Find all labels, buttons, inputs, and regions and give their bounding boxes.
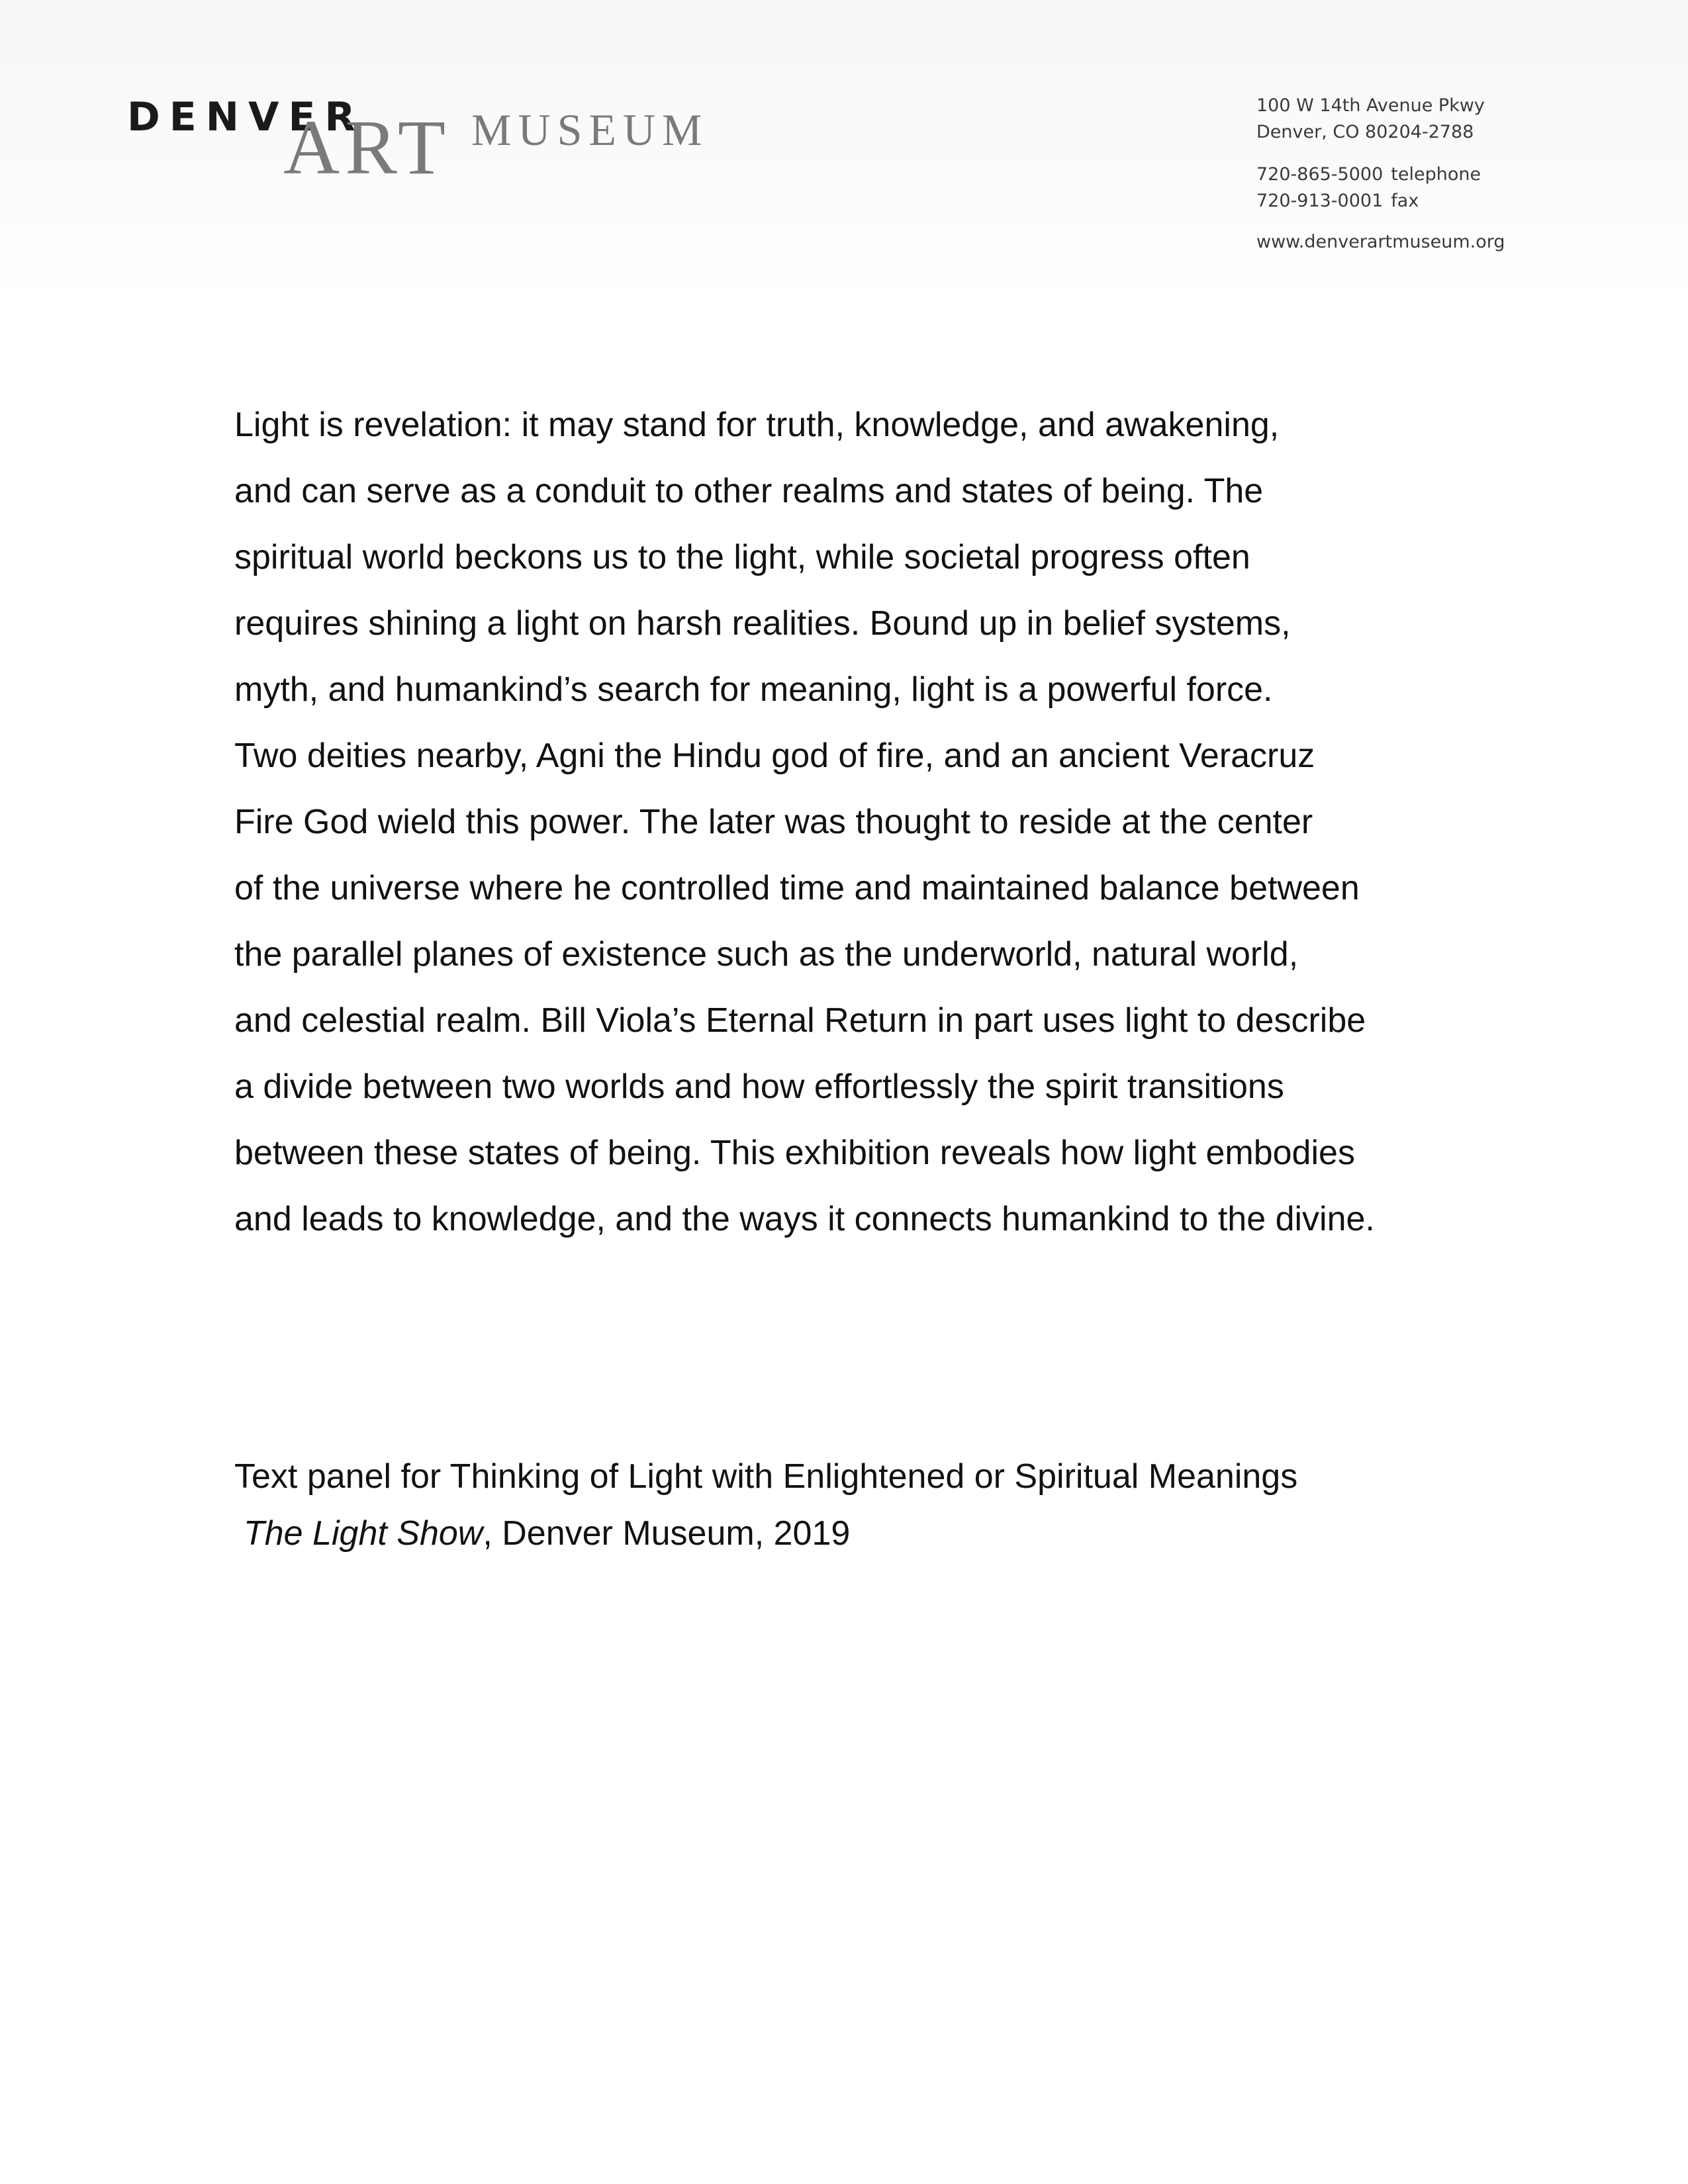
caption-venue-year: , Denver Museum, 2019 <box>483 1514 851 1553</box>
address-city: Denver, CO 80204-2788 <box>1256 122 1474 142</box>
body-line: the parallel planes of existence such as the underworld, natural world, <box>234 935 1299 974</box>
address-telephone-line <box>1256 161 1534 188</box>
body-line: between these states of being. This exhibition reveals how light embodies <box>234 1134 1355 1172</box>
letterhead <box>0 0 1688 298</box>
address-block <box>1256 93 1534 255</box>
logo-art-word: ART <box>283 104 451 191</box>
address-street: 100 W 14th Avenue Pkwy <box>1256 95 1485 116</box>
body-line: requires shining a light on harsh realities. Bound up in belief systems, <box>234 604 1291 643</box>
logo-museum-word: MUSEUM <box>471 105 709 155</box>
body-line: Two deities nearby, Agni the Hindu god of fire, and an ancient Veracruz <box>234 737 1315 775</box>
body-line: a divide between two worlds and how effortlessly the spirit transitions <box>234 1068 1284 1106</box>
body-line: Light is revelation: it may stand for truth, knowledge, and awakening, <box>234 406 1280 444</box>
panel-body-text <box>234 392 1558 1252</box>
caption-line-1: Text panel for Thinking of Light with Enlightened or Spiritual Meanings <box>234 1457 1298 1496</box>
body-line: myth, and humankind’s search for meaning, light is a powerful force. <box>234 670 1273 709</box>
caption-line-2 <box>234 1505 1558 1562</box>
address-fax-line <box>1256 188 1534 214</box>
body-line: and leads to knowledge, and the ways it connects humankind to the divine. <box>234 1200 1375 1238</box>
website-link[interactable]: www.denverartmuseum.org <box>1256 232 1505 252</box>
body-line: spiritual world beckons us to the light, while societal progress often <box>234 538 1250 576</box>
telephone-label: telephone <box>1391 164 1481 185</box>
fax-number: 720-913-0001 <box>1256 191 1383 211</box>
body-line: and can serve as a conduit to other realms and states of being. The <box>234 472 1264 510</box>
body-line: and celestial realm. Bill Viola’s Eternal Return in part uses light to describe <box>234 1001 1366 1040</box>
fax-label: fax <box>1391 191 1419 211</box>
exhibition-title: The Light Show <box>244 1514 483 1553</box>
body-line: Fire God wield this power. The later was thought to reside at the center <box>234 803 1313 841</box>
museum-logo <box>127 93 723 199</box>
panel-caption <box>234 1448 1558 1562</box>
logo-denver-word: DENVER <box>127 94 365 140</box>
body-line: of the universe where he controlled time and maintained balance between <box>234 869 1360 907</box>
telephone-number: 720-865-5000 <box>1256 164 1383 185</box>
